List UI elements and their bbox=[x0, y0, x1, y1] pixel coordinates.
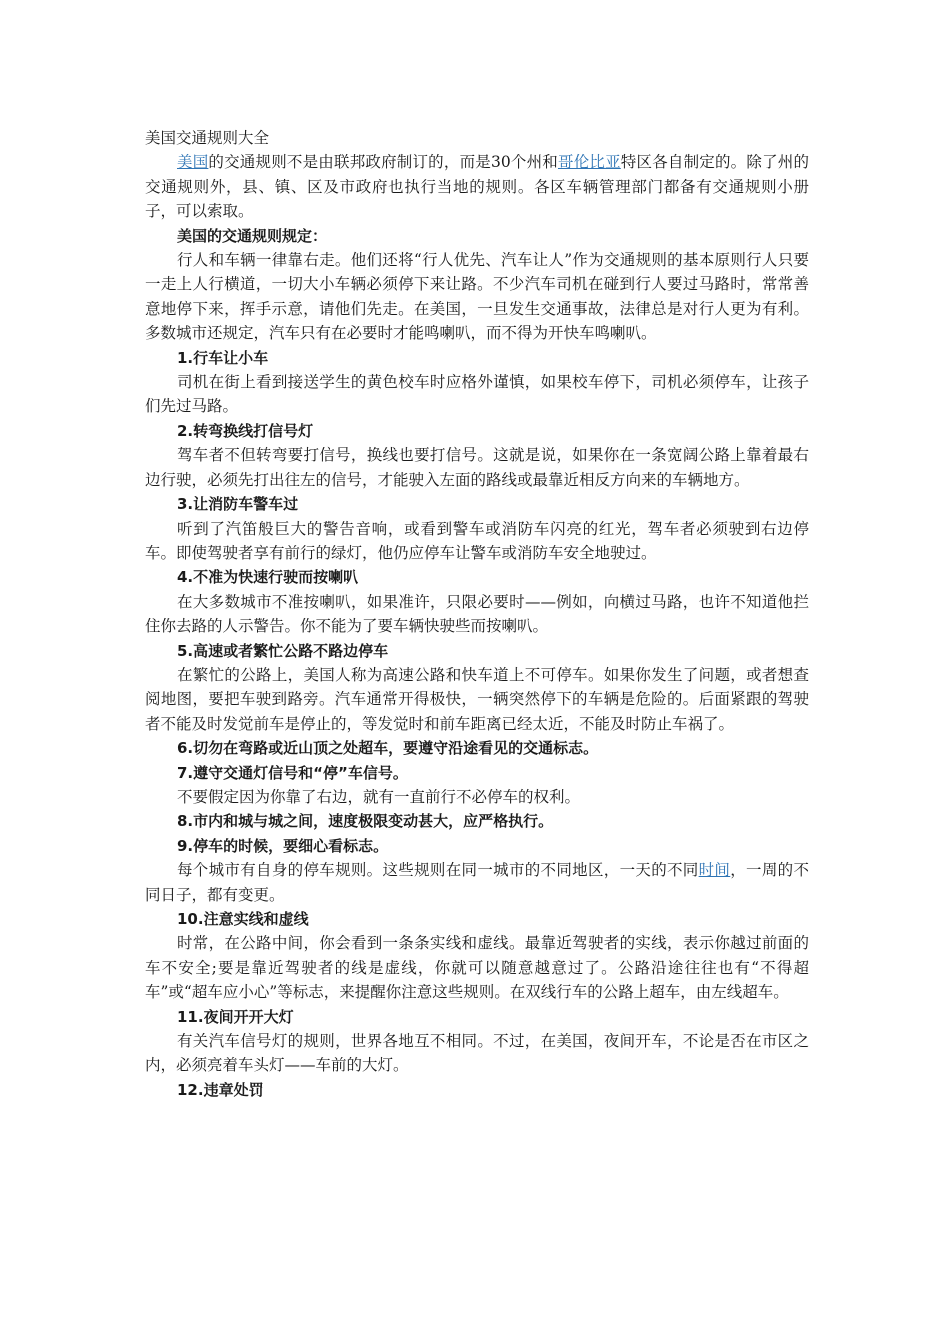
rule-4-body: 在大多数城市不准按喇叭，如果准许，只限必要时——例如，向横过马路，也许不知道他拦住你去路的人示警告。你不能为了要车辆快驶些而按喇叭。 bbox=[145, 592, 809, 636]
document-title: 美国交通规则大全 bbox=[145, 129, 270, 147]
rule-3-heading: 3.让消防车警车过 bbox=[177, 495, 299, 514]
section-body: 行人和车辆一律靠右走。他们还将“行人优先、汽车让人”作为交通规则的基本原则行人只要一走上人行横道，一切大小车辆必须停下来让路。不少汽车司机在碰到行人要过马路时，常常善意地停下来，挥手示意，请他们先走。在美国，一旦发生交通事故，法律总是对行人更为有利。多数城市还规定，汽车只有在必要时才能鸣喇叭，而不得为开快车鸣喇叭。 bbox=[145, 251, 809, 343]
rule-10-heading: 10.注意实线和虚线 bbox=[177, 910, 309, 928]
rule-4-heading: 4.不准为快速行驶而按喇叭 bbox=[177, 568, 359, 587]
rule-8-heading: 8.市内和城与城之间，速度极限变动甚大，应严格执行。 bbox=[177, 812, 554, 831]
rule-9-heading: 9.停车的时候，要细心看标志。 bbox=[177, 836, 389, 855]
rule-10-body: 时常，在公路中间，你会看到一条条实线和虚线。最靠近驾驶者的实线，表示你越过前面的车不安全;要是靠近驾驶者的线是虚线，你就可以随意越意过了。公路沿途往往也有“不得超车”或“超车应小心”等标志，来提醒你注意这些规则。在双线行车的公路上超车，由左线超车。 bbox=[145, 934, 809, 1002]
rule-5-body: 在繁忙的公路上，美国人称为高速公路和快车道上不可停车。如果你发生了问题，或者想查阅地图，要把车驶到路旁。汽车通常开得极快，一辆突然停下的车辆是危险的。后面紧跟的驾驶者不能及时发觉前车是停止的，等发觉时和前车距离已经太近，不能及时防止车祸了。 bbox=[145, 665, 809, 733]
rule-9-body bbox=[145, 858, 809, 907]
intro-text-2: 特区各自制定的。除了州的交通规则外，县、镇、区及市政府也执行当地的规则。各区车辆管理部门都备有交通规则小册子，可以索取。 bbox=[145, 153, 809, 221]
link-columbia[interactable]: 哥伦比亚 bbox=[558, 153, 621, 172]
intro-text-1: 的交通规则不是由联邦政府制订的，而是30个州和 bbox=[208, 153, 558, 172]
link-usa[interactable]: 美国 bbox=[177, 153, 209, 172]
rule-3-body: 听到了汽笛般巨大的警告音响，或看到警车或消防车闪亮的红光，驾车者必须驶到右边停车。即使驾驶者享有前行的绿灯，他仍应停车让警车或消防车安全地驶过。 bbox=[145, 519, 809, 562]
document-page bbox=[145, 126, 809, 1102]
rule-9-body-pre: 每个城市有自身的停车规则。这些规则在同一城市的不同地区，一天的不同 bbox=[177, 861, 699, 880]
rule-1-heading: 1.行车让小车 bbox=[177, 348, 269, 367]
rule-7-body: 不要假定因为你靠了右边，就有一直前行不必停车的权利。 bbox=[177, 787, 581, 806]
rule-7-heading: 7.遵守交通灯信号和“停”车信号。 bbox=[177, 763, 408, 782]
rule-2-heading: 2.转弯换线打信号灯 bbox=[177, 421, 314, 440]
section-heading: 美国的交通规则规定： bbox=[177, 226, 328, 245]
rule-9-body-post: ，一周的不同日子，都有变更。 bbox=[145, 861, 809, 904]
rule-11-body: 有关汽车信号灯的规则，世界各地互不相同。不过，在美国，夜间开车，不论是否在市区之内，必须亮着车头灯——车前的大灯。 bbox=[145, 1032, 809, 1075]
rule-2-body: 驾车者不但转弯要打信号，换线也要打信号。这就是说，如果你在一条宽阔公路上靠着最右边行驶，必须先打出往左的信号，才能驶入左面的路线或最靠近相反方向来的车辆地方。 bbox=[145, 446, 809, 489]
intro-paragraph bbox=[145, 150, 809, 223]
rule-5-heading: 5.高速或者繁忙公路不路边停车 bbox=[177, 641, 389, 660]
rule-11-heading: 11.夜间开开大灯 bbox=[177, 1007, 294, 1026]
link-time[interactable]: 时间 bbox=[698, 861, 731, 880]
rule-6-heading: 6.切勿在弯路或近山顶之处超车，要遵守沿途看见的交通标志。 bbox=[177, 739, 599, 758]
rule-12-heading: 12.违章处罚 bbox=[177, 1080, 264, 1099]
rule-1-body: 司机在街上看到接送学生的黄色校车时应格外谨慎，如果校车停下，司机必须停车，让孩子们先过马路。 bbox=[145, 373, 809, 416]
